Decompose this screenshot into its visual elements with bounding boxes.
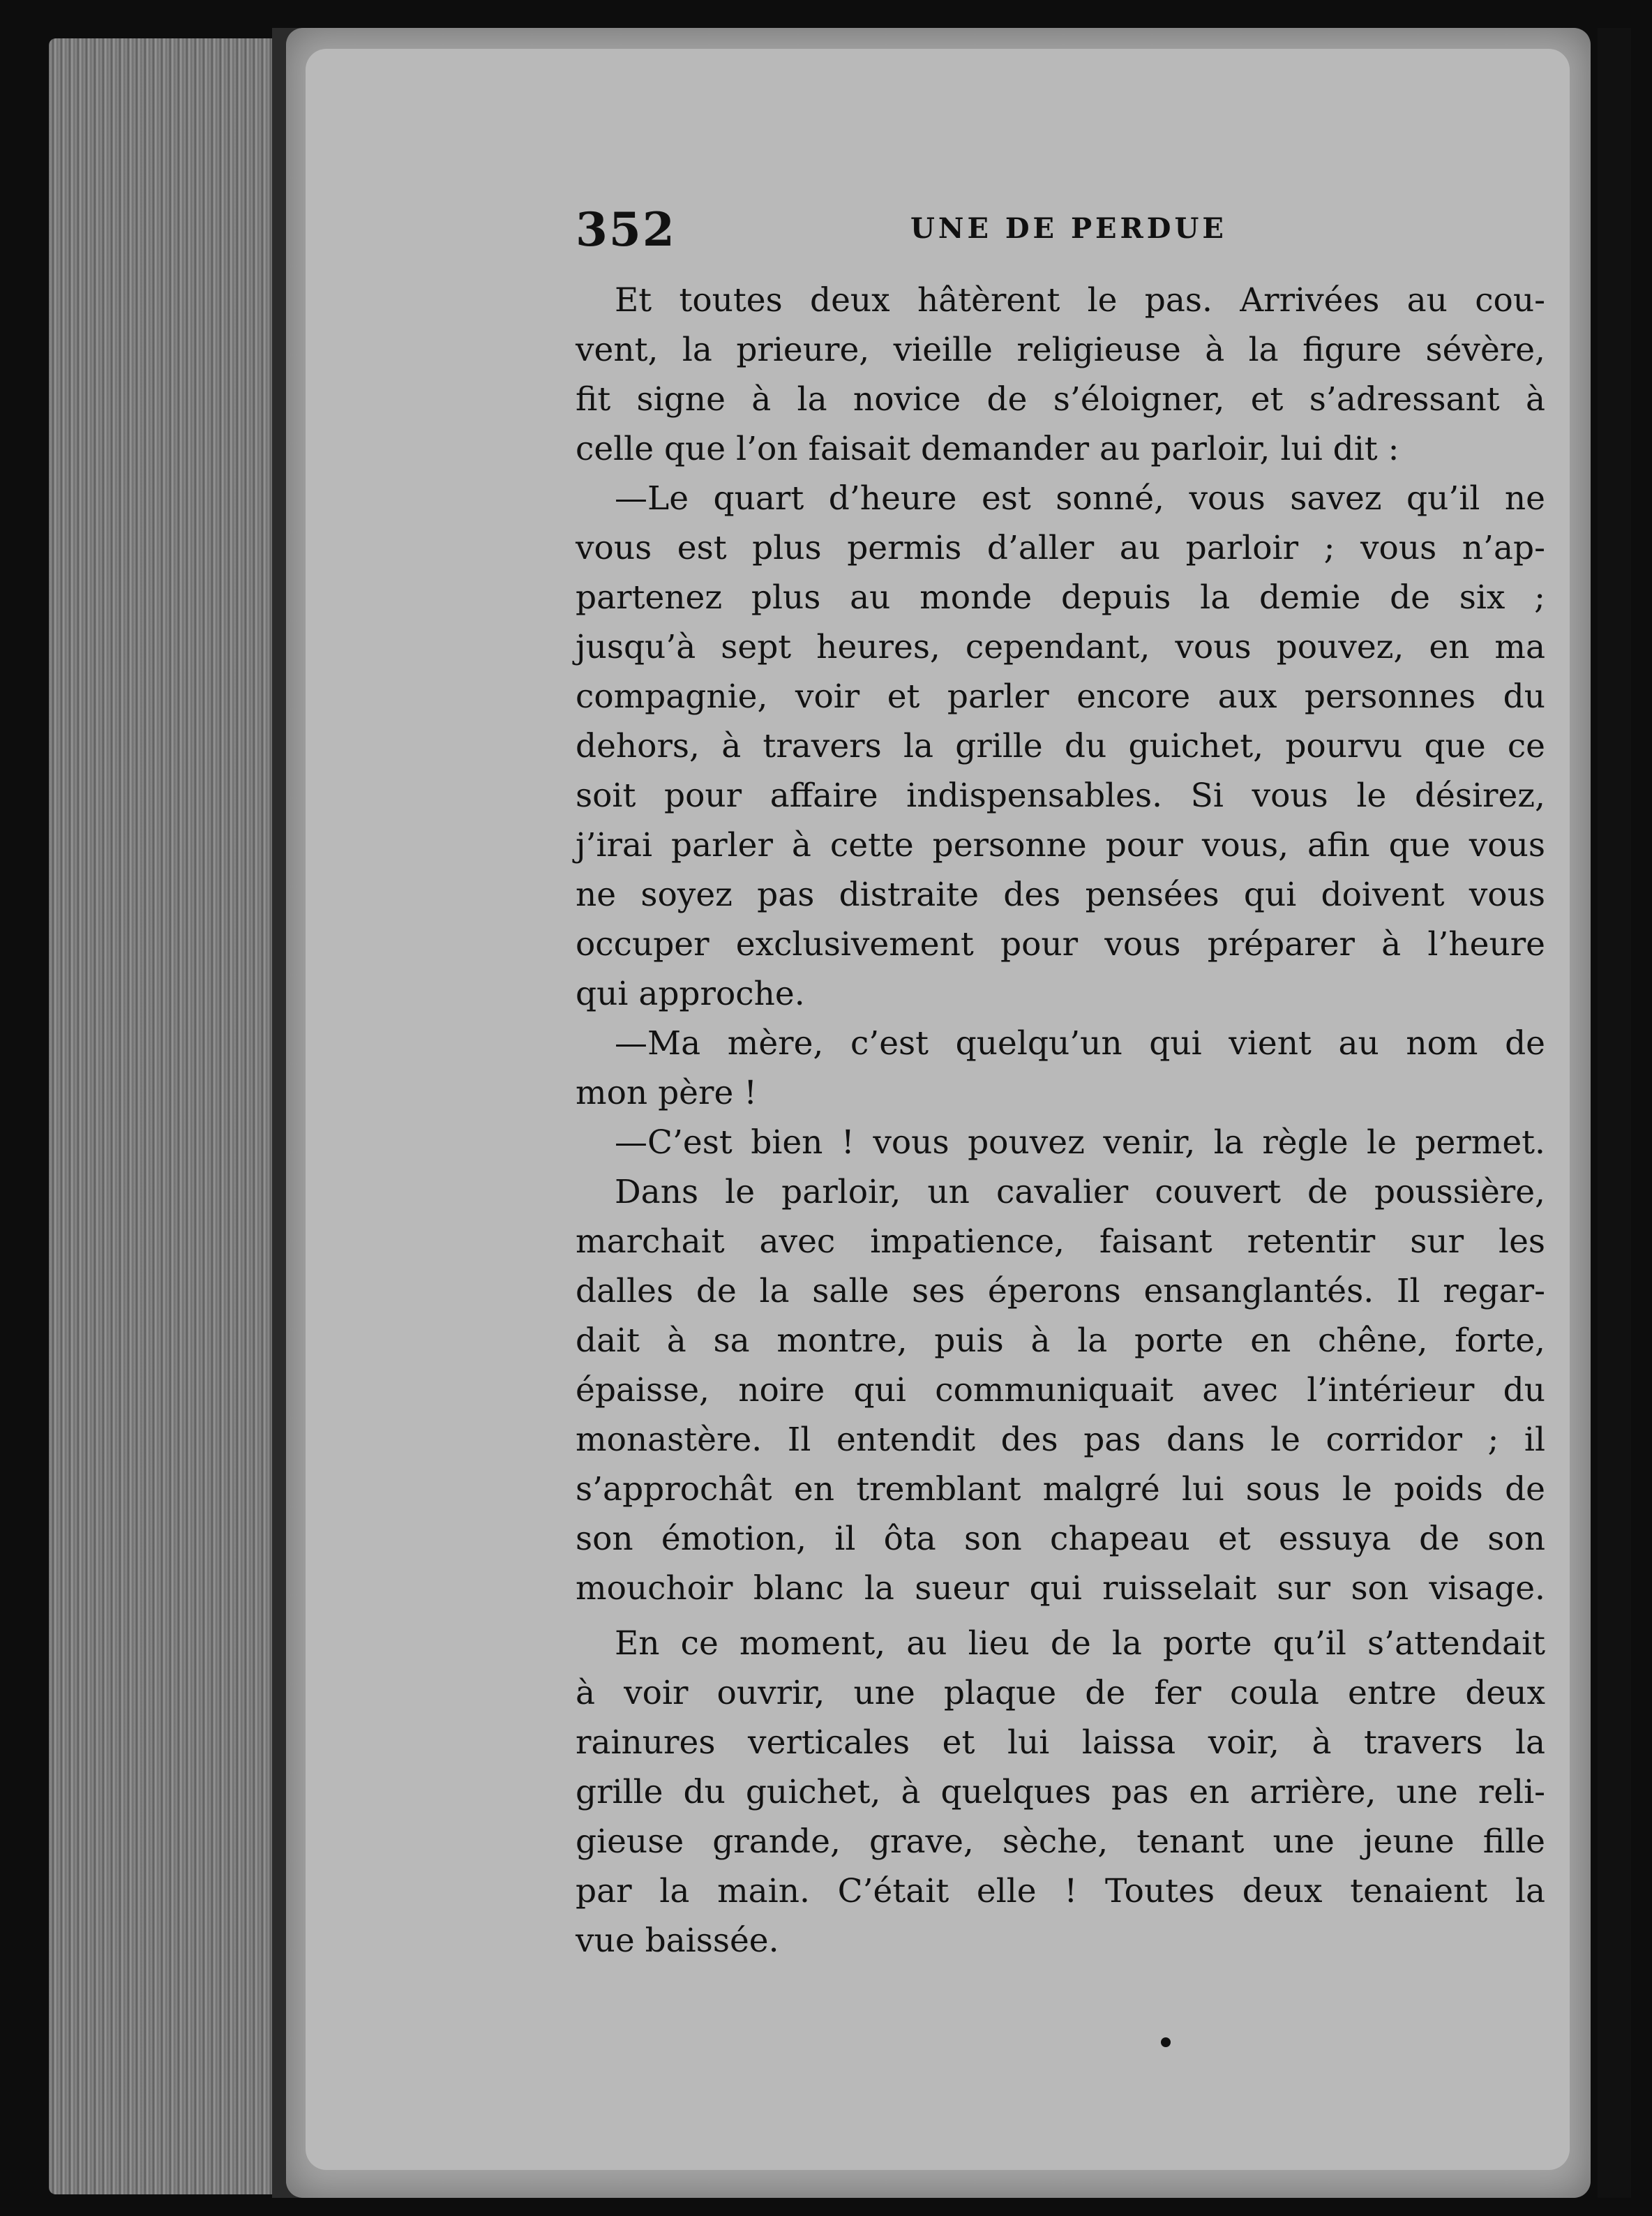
text-line: jusqu’à sept heures, cependant, vous pouvez, en ma xyxy=(576,628,1545,666)
text-line: Dans le parloir, un cavalier couvert de poussière, xyxy=(615,1173,1545,1211)
text-line: —Le quart d’heure est sonné, vous savez qu’il ne xyxy=(615,479,1545,518)
text-line: Et toutes deux hâtèrent le pas. Arrivées au cou- xyxy=(615,281,1545,320)
text-line: vent, la prieure, vieille religieuse à la figure sévère, xyxy=(576,331,1545,369)
text-line: —C’est bien ! vous pouvez venir, la règle le permet. xyxy=(615,1123,1545,1162)
text-line: fit signe à la novice de s’éloigner, et s’adressant à xyxy=(576,380,1545,419)
text-line: rainures verticales et lui laissa voir, à travers la xyxy=(576,1723,1545,1762)
text-line: vous est plus permis d’aller au parloir ; vous n’ap- xyxy=(576,529,1545,567)
text-line: s’approchât en tremblant malgré lui sous le poids de xyxy=(576,1470,1545,1508)
text-line: compagnie, voir et parler encore aux personnes du xyxy=(576,677,1545,716)
text-line: monastère. Il entendit des pas dans le corridor ; il xyxy=(576,1421,1545,1459)
text-line: dait à sa montre, puis à la porte en chêne, forte, xyxy=(576,1322,1545,1360)
text-line: j’irai parler à cette personne pour vous, afin que vous xyxy=(576,826,1545,864)
text-line: mon père ! xyxy=(576,1074,758,1112)
text-line: dalles de la salle ses éperons ensanglantés. Il regar- xyxy=(576,1272,1545,1310)
text-line: dehors, à travers la grille du guichet, pourvu que ce xyxy=(576,727,1545,765)
text-line: gieuse grande, grave, sèche, tenant une jeune fille xyxy=(576,1822,1545,1861)
text-line: qui approche. xyxy=(576,975,805,1013)
page-edges xyxy=(49,38,293,2194)
text-line: —Ma mère, c’est quelqu’un qui vient au nom de xyxy=(615,1024,1545,1063)
running-head: UNE DE PERDUE xyxy=(910,212,1227,245)
text-line: vue baissée. xyxy=(576,1922,779,1960)
page-number: 352 xyxy=(576,202,676,257)
scan-edge xyxy=(1598,28,1631,2198)
ink-dot xyxy=(1161,2037,1171,2047)
text-line: En ce moment, au lieu de la porte qu’il s’attendait xyxy=(615,1624,1545,1663)
text-line: soit pour affaire indispensables. Si vous le désirez, xyxy=(576,777,1545,815)
page-header xyxy=(576,202,1542,258)
text-line: occuper exclusivement pour vous préparer à l’heure xyxy=(576,925,1545,964)
text-line: à voir ouvrir, une plaque de fer coula entre deux xyxy=(576,1674,1545,1712)
text-line: par la main. C’était elle ! Toutes deux tenaient la xyxy=(576,1872,1545,1910)
text-line: épaisse, noire qui communiquait avec l’intérieur du xyxy=(576,1371,1545,1409)
text-line: celle que l’on faisait demander au parloir, lui dit : xyxy=(576,430,1399,468)
body-text xyxy=(576,276,1545,1966)
text-line: grille du guichet, à quelques pas en arrière, une reli- xyxy=(576,1773,1545,1811)
text-line: partenez plus au monde depuis la demie de six ; xyxy=(576,578,1545,617)
text-line: ne soyez pas distraite des pensées qui doivent vous xyxy=(576,876,1545,914)
text-line: mouchoir blanc la sueur qui ruisselait sur son visage. xyxy=(576,1569,1545,1608)
text-line: son émotion, il ôta son chapeau et essuya de son xyxy=(576,1520,1545,1558)
text-line: marchait avec impatience, faisant retentir sur les xyxy=(576,1222,1545,1261)
